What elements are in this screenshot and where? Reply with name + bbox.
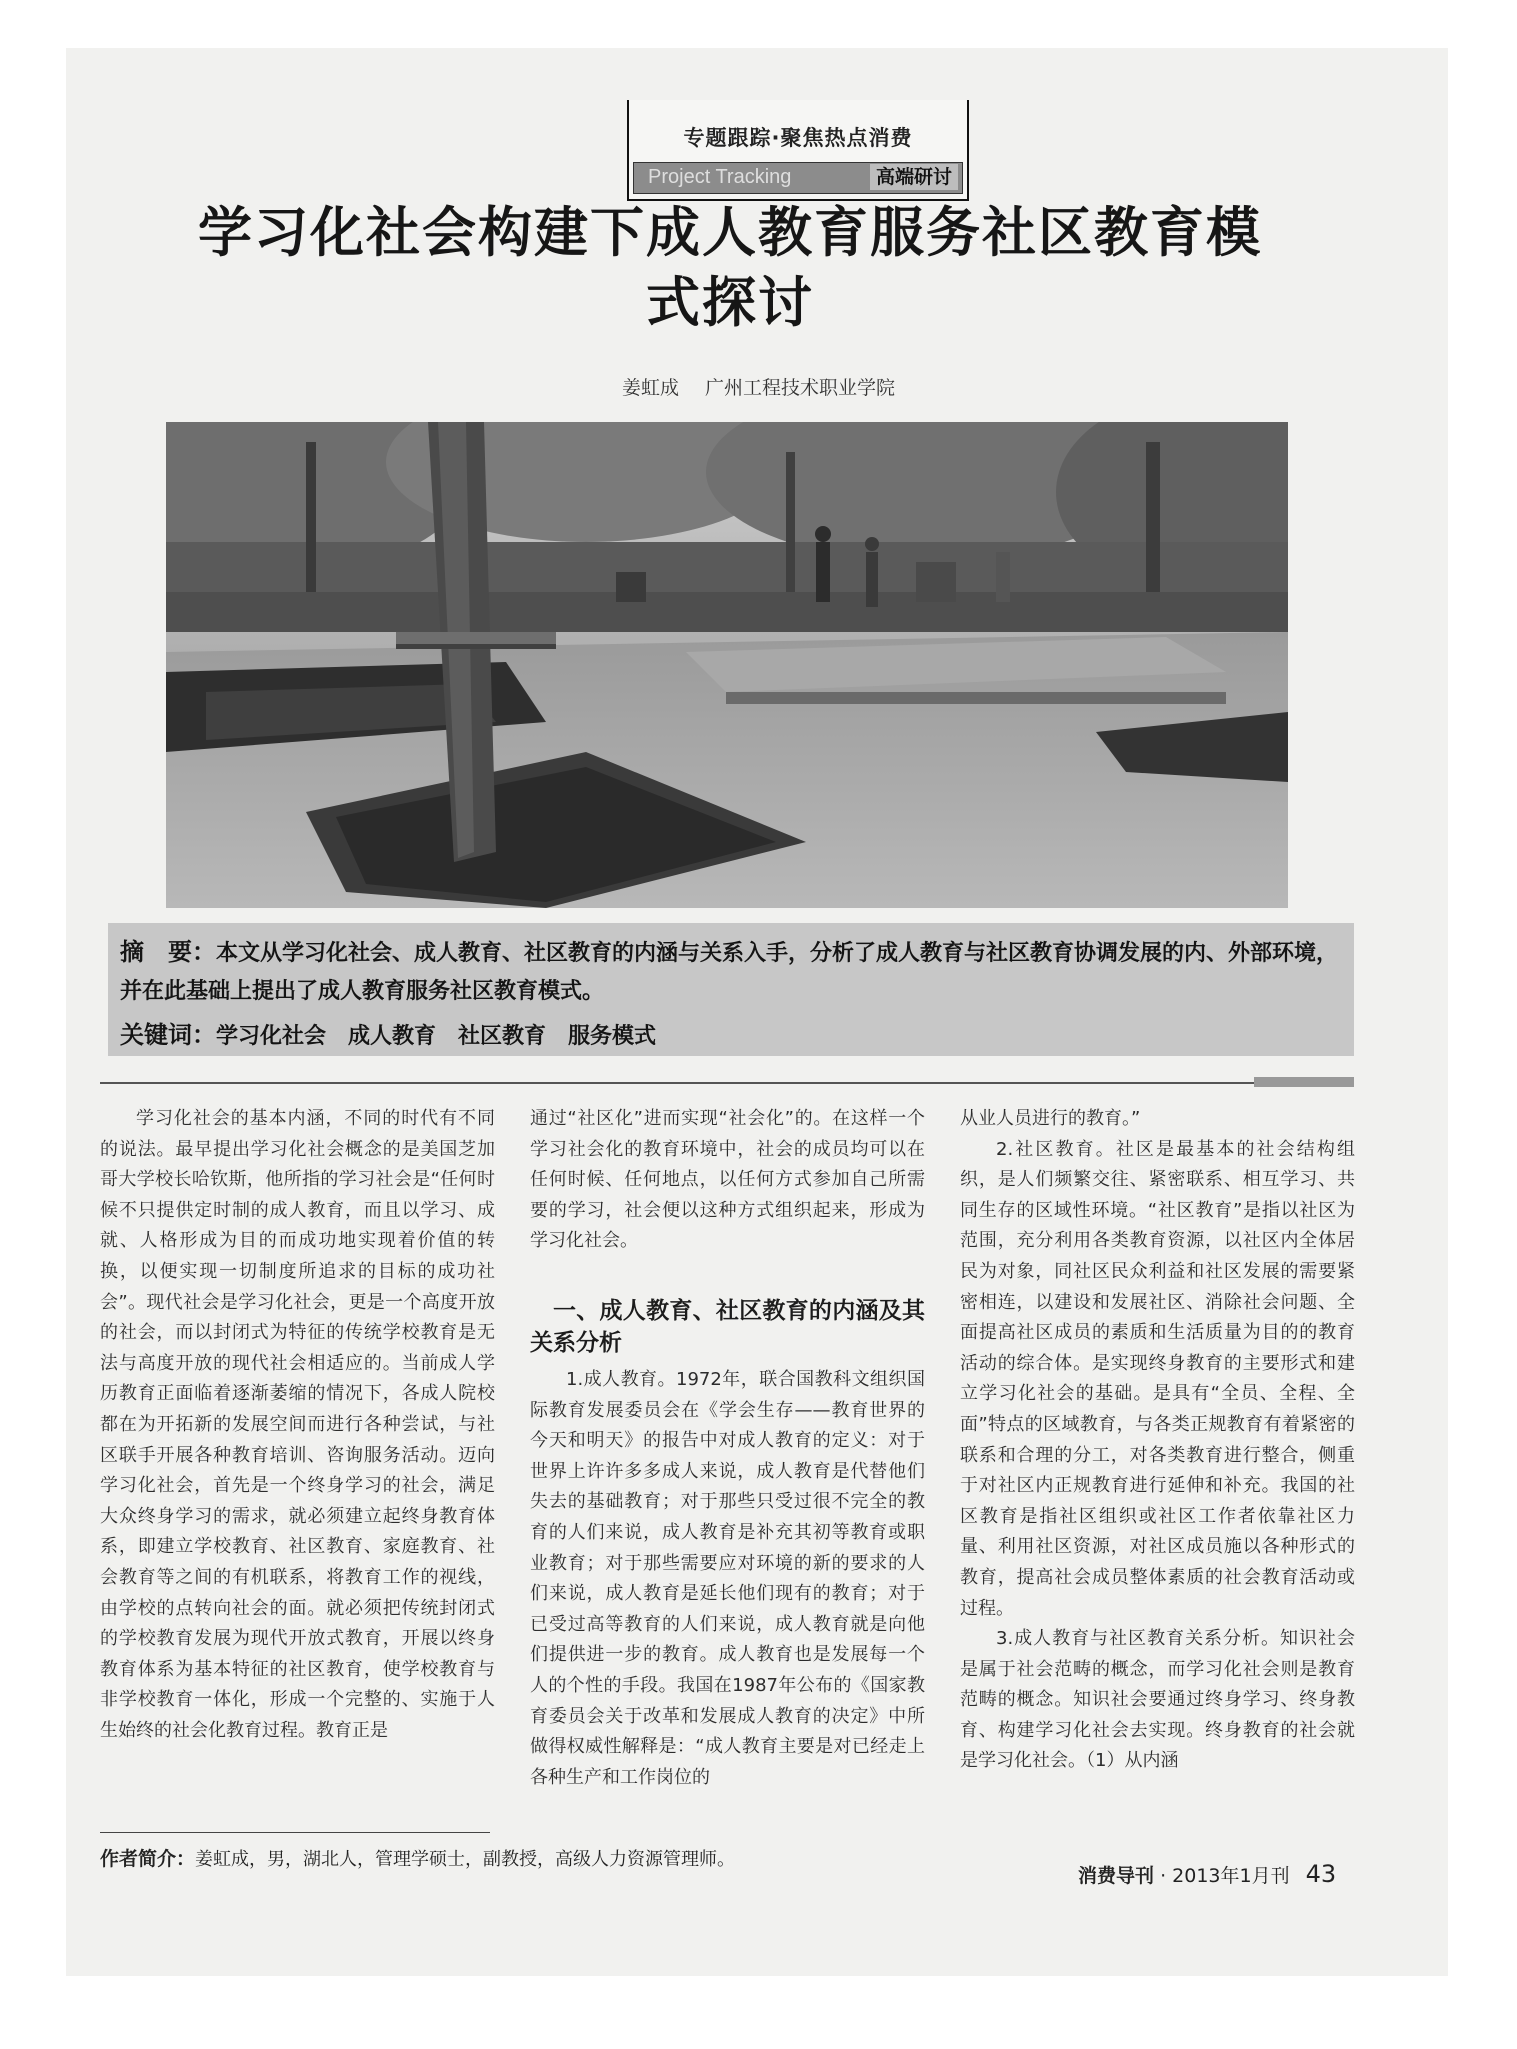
body-paragraph: 通过“社区化”进而实现“社会化”的。在这样一个学习社会化的教育环境中，社会的成员均可以在任何时候、任何地点，以任何方式参加自己所需要的学习，社会便以这种方式组织起来，形成为学习化社会。: [530, 1108, 925, 1252]
issue-date: 2013年1月刊: [1172, 1865, 1290, 1887]
body-column-1: [100, 1104, 495, 1746]
section-divider-accent: [1254, 1077, 1354, 1087]
author-footnote: [100, 1844, 735, 1871]
section-heading: 一、成人教育、社区教育的内涵及其关系分析: [530, 1297, 925, 1356]
title-line-1: 学习化社会构建下成人教育服务社区教育模: [198, 201, 1262, 264]
footnote-rule: [100, 1832, 490, 1833]
byline: [0, 373, 1517, 400]
page-number: 43: [1305, 1860, 1337, 1888]
badge-english-label: Project Tracking: [648, 166, 792, 188]
author-affiliation: 广州工程技术职业学院: [705, 377, 896, 399]
footnote-text: 姜虹成，男，湖北人，管理学硕士，副教授，高级人力资源管理师。: [195, 1849, 736, 1870]
author-name: 姜虹成: [621, 377, 679, 399]
body-paragraph: 1.成人教育。1972年，联合国教科文组织国际教育发展委员会在《学会生存——教育世界的今天和明天》的报告中对成人教育的定义：对于世界上许许多多成人来说，成人教育是代替他们失去的基础教育；对于那些只受过很不完全的教育的人们来说，成人教育是补充其初等教育或职业教育；对于那些需要应对环境的新的要求的人们来说，成人教育是延长他们现有的教育；对于已受过高等教育的人们来说，成人教育就是向他们提供进一步的教育。成人教育也是发展每一个人的个性的手段。我国在1987年公布的《国家教育委员会关于改革和发展成人教育的决定》中所做得权威性解释是：“成人教育主要是对已经走上各种生产和工作岗位的: [530, 1368, 925, 1788]
keywords-text: 学习化社会 成人教育 社区教育 服务模式: [216, 1024, 657, 1049]
keywords-line: [120, 1015, 656, 1050]
abstract-label: 摘 要：: [120, 938, 216, 966]
abstract-box: [108, 923, 1354, 1056]
body-paragraph: 从业人员进行的教育。”: [960, 1108, 1141, 1129]
page-footer: [1078, 1860, 1336, 1888]
abstract-text: 本文从学习化社会、成人教育、社区教育的内涵与关系入手，分析了成人教育与社区教育协调发展的内、外部环境，并在此基础上提出了成人教育服务社区教育模式。: [120, 941, 1339, 1004]
body-paragraph: 2.社区教育。社区是最基本的社会结构组织，是人们频繁交往、紧密联系、相互学习、共同生存的区域性环境。“社区教育”是指以社区为范围，充分利用各类教育资源，以社区内全体居民为对象，同社区民众利益和社区发展的需要紧密相连，以建设和发展社区、消除社会问题、全面提高社区成员的素质和生活质量为目的的教育活动的综合体。是实现终身教育的主要形式和建立学习化社会的基础。是具有“全员、全程、全面”特点的区域教育，与各类正规教育有着紧密的联系和合理的分工，对各类教育进行整合，侧重于对社区内正规教育进行延伸和补充。我国的社区教育是指社区组织或社区工作者依靠社区力量、利用社区资源，对社区成员施以各种形式的教育，提高社会成员整体素质的社会教育活动或过程。: [960, 1138, 1355, 1619]
badge-column-name: 专题跟踪·聚焦热点消费: [683, 126, 913, 150]
abstract-paragraph: [120, 933, 1340, 1011]
footnote-label: 作者简介：: [100, 1848, 196, 1870]
badge-bar: [633, 162, 963, 194]
body-column-2: [530, 1104, 925, 1793]
park-photo-illustration: [166, 422, 1288, 908]
column-badge: [627, 100, 969, 201]
badge-tag: 高端研讨: [870, 164, 958, 190]
body-paragraph: 3.成人教育与社区教育关系分析。知识社会是属于社会范畴的概念，而学习化社会则是教育范畴的概念。知识社会要通过终身学习、终身教育、构建学习化社会去实现。终身教育的社会就是学习化社会。（1）从内涵: [960, 1628, 1355, 1772]
section-divider: [100, 1082, 1354, 1084]
title-line-2: 式探讨: [646, 271, 814, 334]
article-title: [100, 198, 1360, 338]
article-photo: [166, 422, 1288, 908]
keywords-label: 关键词：: [120, 1021, 216, 1049]
footer-separator: ·: [1160, 1865, 1167, 1887]
journal-name: 消费导刊: [1078, 1865, 1155, 1887]
body-column-3: [960, 1104, 1355, 1777]
body-paragraph: 学习化社会的基本内涵，不同的时代有不同的说法。最早提出学习化社会概念的是美国芝加哥大学校长哈钦斯，他所指的学习社会是“任何时候不只提供定时制的成人教育，而且以学习、成就、人格形成为目的而成功地实现着价值的转换，以便实现一切制度所追求的目标的成功社会”。现代社会是学习化社会，更是一个高度开放的社会，而以封闭式为特征的传统学校教育是无法与高度开放的现代社会相适应的。当前成人学历教育正面临着逐渐萎缩的情况下，各成人院校都在为开拓新的发展空间而进行各种尝试，与社区联手开展各种教育培训、咨询服务活动。迈向学习化社会，首先是一个终身学习的社会，满足大众终身学习的需求，就必须建立起终身教育体系，即建立学校教育、社区教育、家庭教育、社会教育等之间的有机联系，将教育工作的视线，由学校的点转向社会的面。就必须把传统封闭式的学校教育发展为现代开放式教育，开展以终身教育体系为基本特征的社区教育，使学校教育与非学校教育一体化，形成一个完整的、实施于人生始终的社会化教育过程。教育正是: [100, 1108, 495, 1741]
